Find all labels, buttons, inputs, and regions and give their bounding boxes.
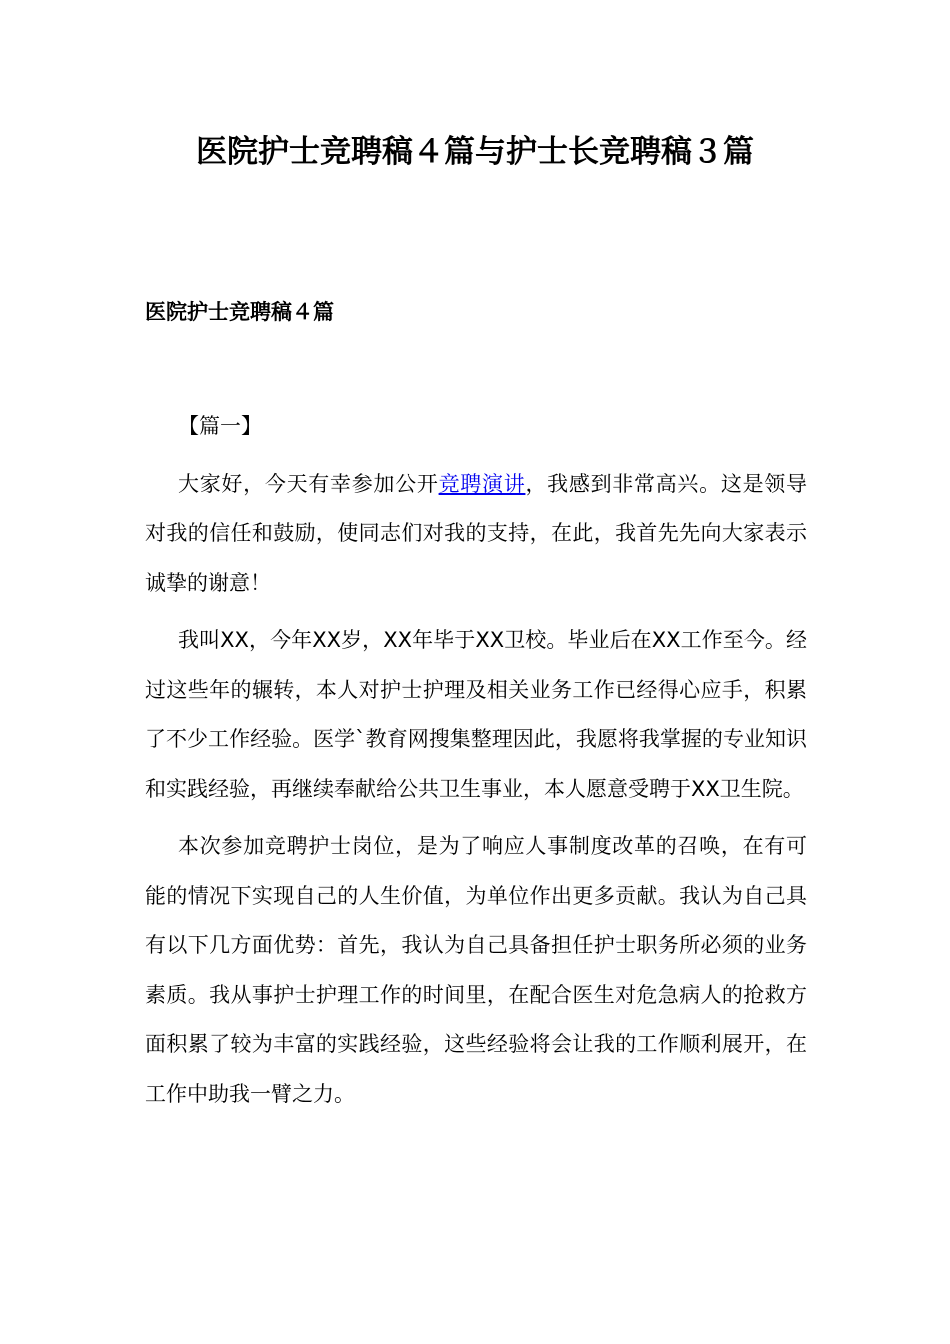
- part-marker: 【篇一】: [178, 414, 262, 438]
- paragraph-3: 本次参加竞聘护士岗位，是为了响应人事制度改革的召唤，在有可能的情况下实现自己的人生价值，为单位作出更多贡献。我认为自己具有以下几方面优势：首先，我认为自己具备担任护士职务所必须的业务素质。我从事护士护理工作的时间里，在配合医生对危急病人的抢救方面积累了较为丰富的实践经验，这些经验将会让我的工作顺利展开，在工作中助我一臂之力。: [145, 834, 807, 1106]
- document-title: 医院护士竞聘稿４篇与护士长竞聘稿３篇: [196, 134, 754, 170]
- section-heading: 医院护士竞聘稿４篇: [145, 300, 334, 324]
- paragraph-1-text-before-link: 大家好，今天有幸参加公开: [178, 471, 439, 496]
- paragraph-2: 我叫XX，今年XX岁，XX年毕于XX卫校。毕业后在XX工作至今。经过这些年的辗转，本人对护士护理及相关业务工作已经得心应手，积累了不少工作经验。医学`教育网搜集整理因此，我愿将我掌握的专业知识和实践经验，再继续奉献给公共卫生事业，本人愿意受聘于XX卫生院。: [145, 628, 807, 801]
- speech-link[interactable]: 竞聘演讲: [438, 471, 526, 496]
- document-body: [145, 402, 807, 1127]
- paragraph-1: [145, 460, 807, 609]
- paragraph-1-text-after-link: ，我感到非常高兴。这是领导对我的信任和鼓励，使同志们对我的支持，在此，我首先先向大家表示诚挚的谢意！: [145, 471, 808, 595]
